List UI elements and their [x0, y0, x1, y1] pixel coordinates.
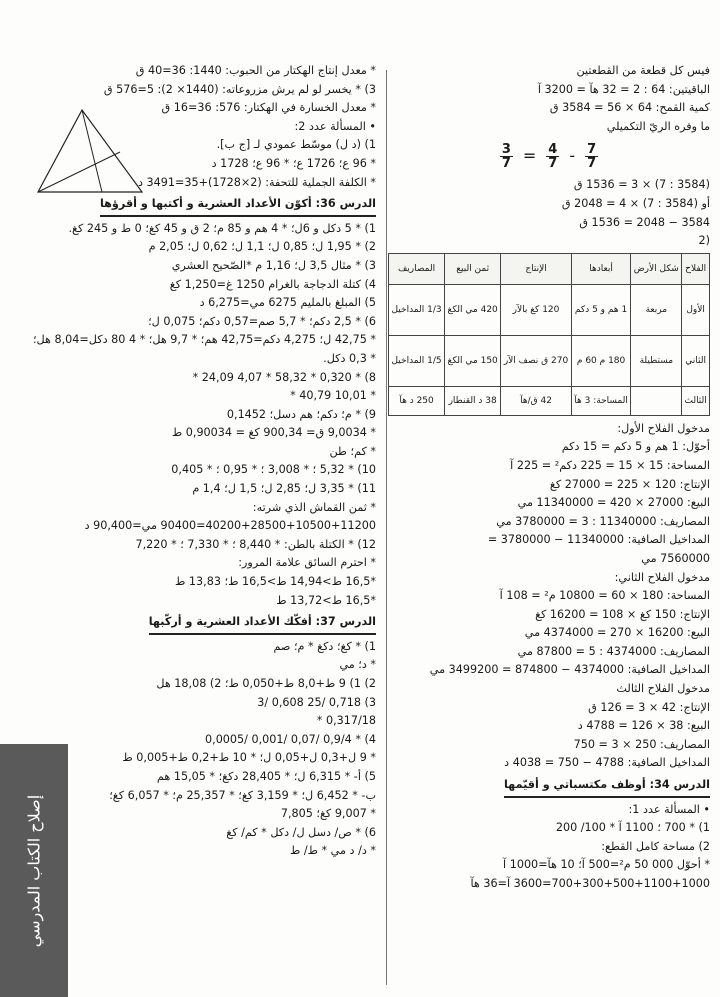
text-line: 1) * 5 دكل و 6ل؛ * 4 هم و 85 م؛ 2 ق و 45 كغ؛ 0 ط و 245 كغ.: [68, 221, 376, 235]
text-line: مدخول الفلاح الثالث: [616, 682, 710, 696]
fraction: $\frac{3}{7}$: [501, 141, 511, 171]
table-cell: 38 د القنطار: [445, 386, 501, 415]
text-line: * معدل الخسارة في الهكتار: 576: 36=16 ق: [161, 101, 376, 115]
table-header: الفلاح: [682, 253, 710, 284]
text-line: الباقيتين: 64 : 2 = 32 هآ = 3200 آ: [537, 82, 710, 96]
text-line: 6) * ص/ دسل ل/ دكل * كم/ كغ: [226, 825, 376, 839]
lesson-34-title: الدرس 34: أوظف مكتسباتي و أقيّمها: [504, 776, 710, 798]
table-row: [389, 284, 710, 335]
text-line: أو (3584 : 7) × 4 = 2048 ق: [561, 196, 710, 210]
text-line: 8) * 0,320 * 58,32 * 4,07 24,09 *: [192, 370, 376, 384]
text-line: 2) 1) 9 ط+8,0 ط+0,050 ط؛ 2) 18,08 هل: [156, 677, 376, 690]
text-line: 12) * الكتلة بالطن: * 8,440 ؛ * 7,330 ؛ * 7,220: [135, 537, 376, 551]
sidebar-title: إصلاح الكتاب المدرسي: [24, 794, 44, 947]
text-line: المساحة: 180 × 60 = 10800 م² = 108 آ: [499, 589, 710, 603]
table-cell: 270 ق نصف الآر: [501, 335, 572, 386]
fraction-equation: [388, 136, 710, 176]
text-line: 5) المبلغ بالمليم 6275 مي=6,275 د: [199, 296, 376, 310]
table-cell: 1/3 المداخيل: [389, 284, 445, 335]
text-line: * معدل إنتاج الهكتار من الحبوب: 1440: 36=40 ق: [135, 64, 376, 77]
text-line: 1) (د ل) موسّط عمودي لـ [ج ب].: [216, 138, 376, 152]
table-header: ثمن البيع: [445, 253, 501, 284]
text-line: * 96 ع؛ 1726 ع؛ * 96 ع؛ 1728 د: [211, 156, 376, 170]
table-cell: 120 كغ بالآر: [501, 284, 572, 335]
text-line: * 10,01 40,79 *: [290, 389, 376, 403]
text-line: المداخيل الصافية: 11340000 − 3780000 =: [487, 533, 710, 547]
text-line: 3) * مثال 3,5 ل؛ 1,16 م *الصّحيح العشري: [171, 258, 376, 272]
table-cell: مستطيلة: [631, 335, 682, 386]
table-header: المصاريف: [389, 253, 445, 284]
text-line: * أحوّل 000 50 م²=500 آ؛ 10 هآ=1000 آ: [503, 858, 710, 872]
text-line: 3584 − 2048 = 1536 ق: [579, 215, 710, 229]
text-line: * كم؛ طن: [329, 444, 376, 458]
left-column: [33, 62, 376, 861]
column-divider: [386, 70, 387, 985]
table-cell: 150 مي الكغ: [445, 335, 501, 386]
minus-sign: -: [569, 146, 576, 166]
text-line: المصاريف: 250 × 3 = 750: [573, 737, 710, 751]
text-line: 3) * يخسر لو لم يرش مزروعاته: (1440× 2): 5=576 ق: [103, 82, 376, 96]
text-line: * 9,007 كغ؛ 7,805: [280, 807, 376, 821]
text-line: * 42,75 ل؛ 4,275 دكم=42,75 هم؛ * 9,7 هل؛ * 4 80 دكل=8,04 هل؛: [33, 333, 376, 347]
table-cell: [631, 386, 682, 415]
fraction: $\frac{7}{7}$: [587, 141, 597, 171]
text-line: مدخول الفلاح الأول:: [617, 421, 710, 435]
table-cell: مربعة: [631, 284, 682, 335]
text-line: المصاريف: 11340000 : 3 = 3780000 مي: [496, 514, 710, 528]
text-line: الإنتاج: 150 كغ × 108 = 16200 كغ: [535, 607, 710, 621]
text-line: 2) * 1,95 ل؛ 0,85 ل؛ 1,1 ل؛ 0,62 ل؛ 2,05 م: [148, 240, 376, 254]
text-line: 11) * 3,35 ل؛ 2,85 ل؛ 1,5 ل؛ 1,4 م: [192, 482, 376, 496]
text-line: * د/ د مي * ط/ ط: [289, 844, 376, 858]
table-cell: الأول: [682, 284, 710, 335]
table-cell: 180 م 60 م: [571, 335, 631, 386]
text-line: 6) * 2,5 دكم؛ * 5,7 صم=0,57 دكم؛ 0,075 ل؛: [148, 314, 376, 328]
text-line: كمية القمح: 64 × 56 = 3584 ق: [549, 101, 710, 115]
table-cell: المساحة: 3 هآ: [571, 386, 631, 415]
text-line: 3) 0,718 /25 0,608 /3: [257, 695, 376, 709]
table-cell: 1 هم و 5 دكم: [571, 284, 631, 335]
text-line: * 9 ل+0,3 ل+0,05 ل؛ * 10 ط+0,2 ط+0,005 ط: [122, 751, 376, 765]
table-cell: الثاني: [682, 335, 710, 386]
text-line: * 0,3 دكل.: [323, 351, 376, 365]
text-line: ب- * 6,452 ل؛ * 3,159 كغ؛ * 25,357 م؛ * 6,057 كغ؛: [109, 788, 376, 802]
text-line: * احترم السائق علامة المرور:: [238, 556, 376, 570]
text-line: • المسألة عدد 1:: [628, 802, 710, 816]
farmers-table: [388, 253, 710, 416]
text-line: 7560000 مي: [641, 551, 710, 565]
right-column: [388, 62, 710, 894]
table-header-row: [389, 253, 710, 284]
text-line: 2) مساحة كامل القطع:: [601, 839, 710, 853]
fraction: $\frac{4}{7}$: [548, 141, 558, 171]
text-line: ما وفره الريّ التكميلي: [606, 119, 710, 133]
text-line: مدخول الفلاح الثاني:: [614, 570, 710, 584]
item-number: (2: [698, 234, 710, 248]
text-line: * 9,0034 ق= 900,34 كغ = 0,90034 ط: [171, 426, 376, 440]
text-line: 1) * كغ؛ دكغ * م؛ صم: [273, 639, 376, 653]
text-line: *16,5 ط>13,72 ط: [276, 593, 376, 607]
table-cell: 250 د هآ: [389, 386, 445, 415]
text-line: المداخيل الصافية: 4374000 − 874800 = 3499200 مي: [429, 663, 710, 677]
text-line: 1) * 700 ؛ 1100 آ * 100/ 200: [555, 821, 710, 835]
text-line: الإنتاج: 42 × 3 = 126 ق: [588, 700, 710, 714]
text-line: * الكلفة الجملية للتحفة: (2×1728)+35=3491 د: [137, 175, 376, 189]
text-line: 40200+28500+10500+11200=90400 مي=90,400 د: [84, 519, 376, 533]
table-row: [389, 335, 710, 386]
text-line: 5) أ- * 6,315 ل؛ * 28,405 دكغ؛ * 15,05 هم: [156, 769, 376, 783]
text-line: • المسألة عدد 2:: [294, 119, 376, 133]
text-line: 0,317/18 *: [316, 714, 376, 728]
text-line: البيع: 38 × 126 = 4788 د: [577, 719, 710, 733]
text-line: البيع: 27000 × 420 = 11340000 مي: [517, 496, 710, 510]
table-row: [389, 386, 710, 415]
text-line: 9) * م؛ دكم؛ هم دسل؛ 0,1452: [226, 407, 376, 421]
table-cell: الثالث: [682, 386, 710, 415]
equals-sign: =: [522, 146, 537, 166]
table-header: الإنتاج: [501, 253, 572, 284]
text-line: المصاريف: 4374000 : 5 = 87800 مي: [517, 644, 710, 658]
table-cell: 42 ق/هآ: [501, 386, 572, 415]
lesson-36-title: الدرس 36: أكوّن الأعداد العشرية و أكتبها و أقرؤها: [100, 195, 376, 217]
text-line: البيع: 16200 × 270 = 4374000 مي: [524, 626, 710, 640]
text-line: 4) * 0,9/4 /0,07 /0,001 /0,0005: [205, 732, 376, 746]
text-line: المساحة: 15 × 15 = 225 دكم² = 225 آ: [510, 458, 710, 472]
table-cell: 420 مي الكغ: [445, 284, 501, 335]
text-line: 4) كتلة الدجاجة بالغرام 1250 غ=1,250 كغ: [169, 277, 376, 291]
table-cell: 1/5 المداخيل: [389, 335, 445, 386]
text-line: 700+300+500+1100+1000=3600 آ=36 هآ: [470, 877, 710, 890]
text-line: 10) * 5,32 ؛ * 3,008 ؛ * 0,95 ؛ * 0,405: [171, 463, 376, 477]
text-line: * ثمن القماش الذي شرته:: [252, 500, 376, 514]
text-line: *16,5 ط>14,94 ط>16,5 ط؛ 13,83 ط: [175, 575, 376, 589]
text-line: المداخيل الصافية: 4788 − 750 = 4038 د: [504, 756, 710, 770]
table-header: شكل الأرض: [631, 253, 682, 284]
lesson-37-title: الدرس 37: أفكّك الأعداد العشرية و أركّبها: [149, 613, 376, 635]
text-line: (3584 : 7) × 3 = 1536 ق: [573, 178, 710, 192]
text-line: أحوّل: 1 هم و 5 دكم = 15 دكم: [561, 440, 710, 454]
text-line: الإنتاج: 120 × 225 = 27000 كغ: [549, 477, 710, 491]
sidebar-banner: [0, 744, 68, 997]
text-line: فيس كل قطعة من القطعتين: [576, 64, 710, 77]
table-header: أبعادها: [571, 253, 631, 284]
text-line: * د؛ مي: [339, 658, 376, 672]
